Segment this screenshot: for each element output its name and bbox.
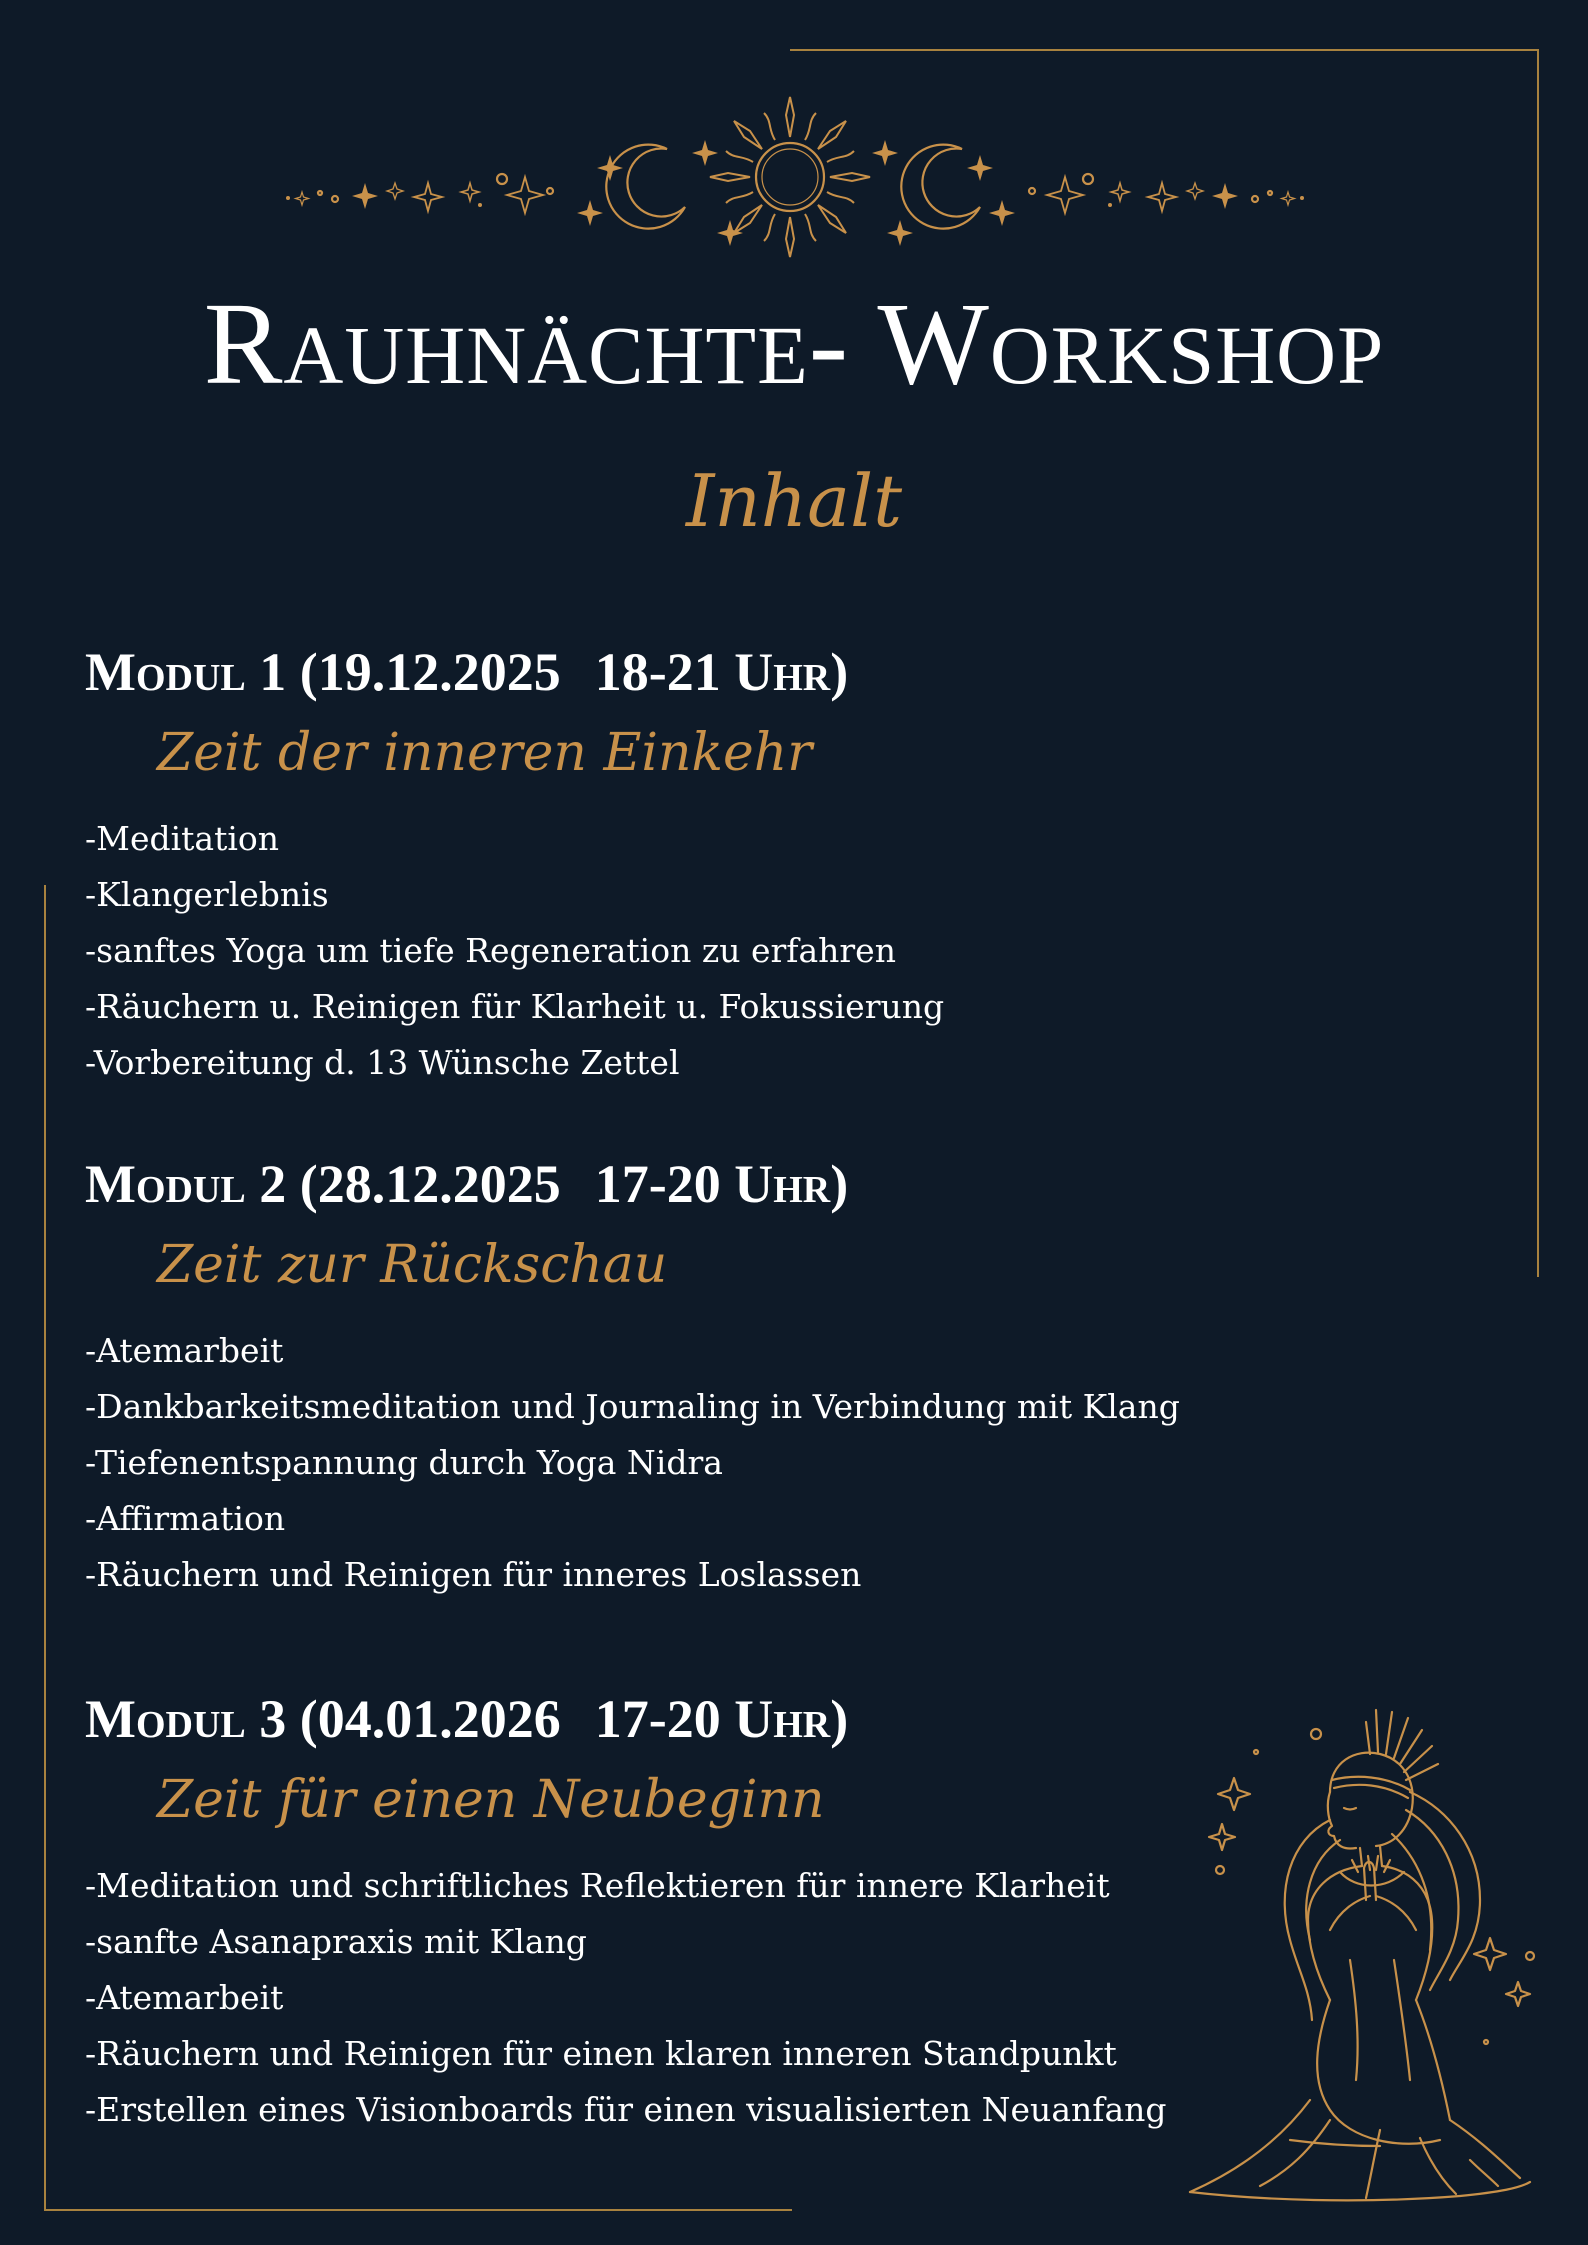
star-icon — [1047, 177, 1083, 213]
list-item: -Räuchern und Reinigen für einen klaren inneren Standpunkt — [85, 2034, 1117, 2073]
frame-right-line — [1537, 49, 1539, 1277]
list-item: -Tiefenentspannung durch Yoga Nidra — [85, 1443, 723, 1482]
star-icon — [1212, 183, 1238, 209]
star-icon — [352, 183, 378, 209]
list-item: -Atemarbeit — [85, 1331, 284, 1370]
module-theme: Zeit für einen Neubeginn — [157, 1770, 825, 1830]
moon-left-icon — [606, 145, 685, 229]
star-icon — [461, 183, 479, 201]
star-icon — [989, 200, 1015, 226]
star-icon — [507, 177, 543, 213]
list-item: -Erstellen eines Visionboards für einen visualisierten Neuanfang — [85, 2090, 1167, 2129]
list-item: -Meditation und schriftliches Reflektieren für innere Klarheit — [85, 1866, 1110, 1905]
star-icon — [296, 192, 309, 205]
list-item: -Atemarbeit — [85, 1978, 284, 2017]
frame-left-line — [44, 885, 46, 2211]
module-3 — [85, 1689, 1285, 2138]
celestial-ornament-icon — [280, 95, 1310, 265]
page-subtitle: Inhalt — [685, 459, 903, 543]
module-heading-label: Modul 1 (19.12.2025 — [85, 642, 561, 702]
list-item: -Räuchern u. Reinigen für Klarheit u. Fokussierung — [85, 987, 945, 1026]
list-item: -Räuchern und Reinigen für inneres Loslassen — [85, 1555, 862, 1594]
star-icon — [872, 140, 898, 166]
star-icon — [1187, 183, 1203, 199]
star-icon — [692, 140, 718, 166]
list-item: -Klangerlebnis — [85, 875, 329, 914]
moon-right-icon — [901, 145, 980, 229]
module-heading — [85, 1154, 1285, 1214]
praying-woman-illustration-icon — [1180, 1700, 1540, 2220]
module-heading-label: Modul 3 (04.01.2026 — [85, 1689, 561, 1749]
module-theme: Zeit der inneren Einkehr — [157, 723, 813, 783]
star-icon — [1148, 183, 1176, 211]
module-heading-time: 17-20 Uhr) — [594, 1689, 849, 1749]
star-icon — [597, 155, 623, 181]
page-title: Rauhnächte- Workshop — [203, 278, 1385, 409]
module-heading — [85, 1689, 1285, 1749]
module-item-list — [85, 1323, 1285, 1603]
list-item: -Affirmation — [85, 1499, 286, 1538]
module-heading-label: Modul 2 (28.12.2025 — [85, 1154, 561, 1214]
module-item-list — [85, 811, 1285, 1091]
star-icon — [887, 220, 913, 246]
module-heading-time: 17-20 Uhr) — [594, 1154, 849, 1214]
list-item: -Meditation — [85, 819, 280, 858]
module-heading-time: 18-21 Uhr) — [594, 642, 849, 702]
module-2 — [85, 1154, 1285, 1603]
module-theme: Zeit zur Rückschau — [157, 1235, 668, 1295]
frame-top-line — [790, 49, 1539, 51]
star-icon — [1111, 183, 1129, 201]
star-icon — [577, 200, 603, 226]
frame-bottom-line — [44, 2209, 792, 2211]
list-item: -sanftes Yoga um tiefe Regeneration zu erfahren — [85, 931, 896, 970]
star-icon — [414, 183, 442, 211]
list-item: -Dankbarkeitsmeditation und Journaling in Verbindung mit Klang — [85, 1387, 1180, 1426]
list-item: -sanfte Asanapraxis mit Klang — [85, 1922, 587, 1961]
star-icon — [1282, 192, 1295, 205]
module-item-list — [85, 1858, 1285, 2138]
module-heading — [85, 642, 1285, 702]
module-1 — [85, 642, 1285, 1091]
list-item: -Vorbereitung d. 13 Wünsche Zettel — [85, 1043, 680, 1082]
star-icon — [967, 155, 993, 181]
star-icon — [387, 183, 403, 199]
